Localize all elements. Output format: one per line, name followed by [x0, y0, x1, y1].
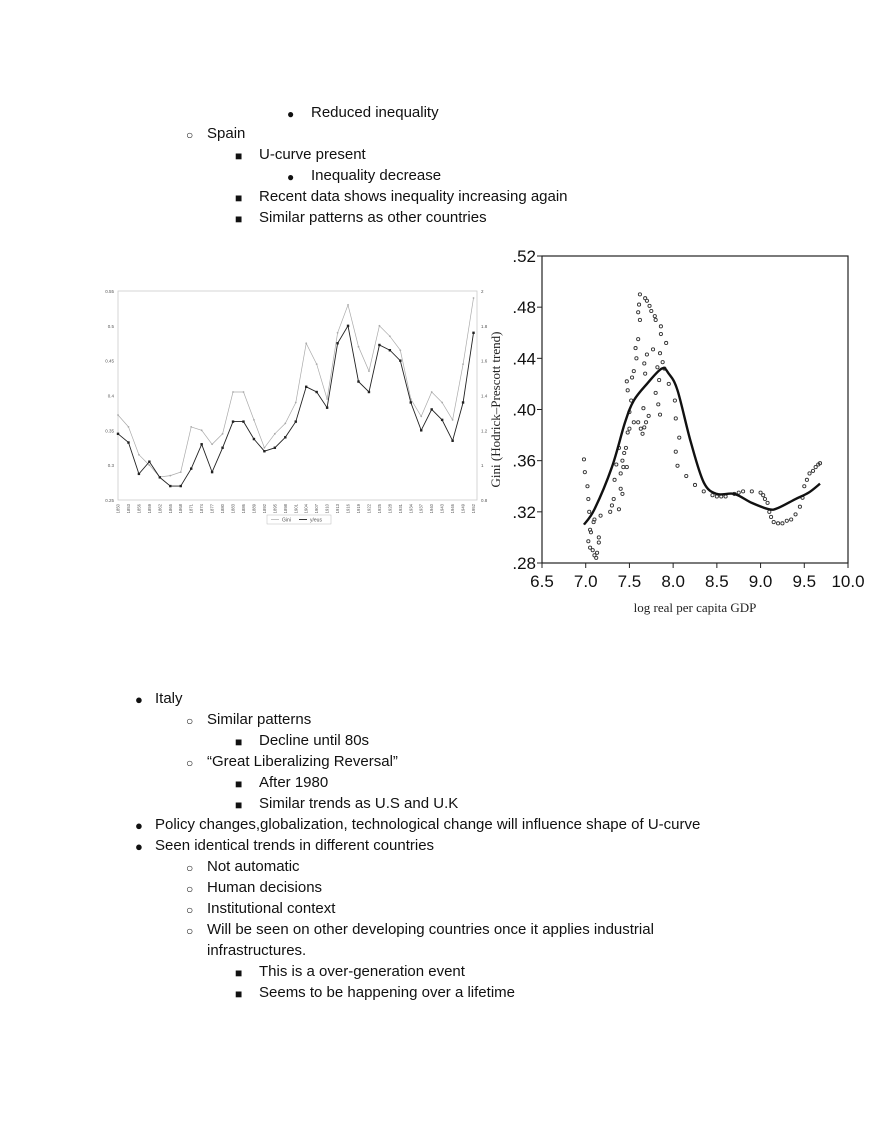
x-tick-label: 1907	[314, 504, 320, 514]
x-tick-label: 9.5	[792, 572, 817, 591]
legend-label-gini: Gini	[282, 517, 291, 524]
data-point	[117, 414, 119, 416]
data-point	[180, 471, 182, 473]
x-tick-label: 8.0	[661, 572, 685, 591]
list-item: Similar patterns as other countries	[259, 209, 487, 226]
list-item: Institutional context	[207, 900, 336, 917]
bullet-icon: ■	[235, 777, 243, 791]
data-point	[472, 332, 474, 334]
bullet-icon: ■	[235, 212, 243, 226]
bullet-icon: ●	[287, 170, 295, 184]
x-tick-label: 6.5	[530, 572, 554, 591]
x-tick-label: 1919	[355, 504, 361, 514]
bullet-icon: ○	[186, 756, 194, 770]
data-point	[253, 438, 255, 440]
data-point	[315, 391, 317, 393]
data-point	[232, 420, 234, 422]
data-point	[389, 335, 391, 337]
bullet-icon: ○	[186, 924, 194, 938]
data-point	[305, 386, 307, 388]
data-point	[305, 342, 307, 344]
data-point	[284, 436, 286, 438]
data-point	[399, 349, 401, 351]
list-item: Italy	[155, 690, 183, 707]
x-tick-label: 1889	[251, 504, 257, 514]
list-item: Spain	[207, 125, 246, 142]
data-point	[253, 419, 255, 421]
data-point	[358, 346, 360, 348]
y-left-tick-label: 0.3	[107, 463, 114, 469]
data-point	[201, 429, 203, 431]
bullet-icon: ■	[235, 987, 243, 1001]
data-point	[316, 363, 318, 365]
bullet-icon: ○	[186, 128, 194, 142]
y-tick-label: .52	[512, 247, 536, 266]
x-tick-label: 1862	[157, 504, 163, 514]
list-item: Will be seen on other developing countries once it applies industrial	[207, 921, 654, 938]
y-left-tick-label: 0.5	[107, 323, 114, 329]
y-left-tick-label: 0.55	[105, 289, 114, 294]
list-item: After 1980	[259, 774, 329, 791]
list-item: Human decisions	[207, 879, 323, 896]
x-tick-label: 1943	[439, 504, 445, 514]
data-point	[159, 476, 161, 478]
x-tick-label: 1913	[335, 504, 341, 514]
y-tick-label: .36	[512, 451, 536, 471]
data-point	[337, 332, 339, 334]
data-point	[211, 443, 213, 445]
data-point	[243, 391, 245, 393]
plot-area	[118, 291, 477, 500]
data-point	[441, 419, 443, 421]
bullet-icon: ■	[235, 798, 243, 812]
data-point	[451, 440, 453, 442]
data-point	[263, 450, 265, 452]
data-point	[326, 398, 328, 400]
list-item: Decline until 80s	[259, 732, 370, 749]
data-point	[169, 485, 171, 487]
data-point	[138, 454, 140, 456]
bullet-icon: ■	[235, 966, 243, 980]
x-tick-label: 1940	[429, 504, 435, 514]
x-tick-label: 1952	[471, 504, 477, 514]
data-point	[274, 447, 276, 449]
data-point	[347, 304, 349, 306]
data-point	[336, 342, 338, 344]
x-tick-label: 1871	[188, 504, 194, 514]
data-point	[368, 370, 370, 372]
list-item: Similar trends as U.S and U.K	[259, 795, 459, 812]
x-tick-label: 1874	[199, 504, 205, 514]
list-item: Similar patterns	[207, 711, 312, 728]
x-tick-label: 1880	[220, 504, 226, 514]
data-point	[128, 426, 130, 428]
x-tick-label: 1868	[178, 504, 184, 514]
data-point	[148, 464, 150, 466]
y-right-tick-label: 1.8	[481, 323, 488, 329]
y-left-tick-label: 0.35	[105, 428, 114, 434]
data-point	[190, 467, 192, 469]
x-tick-label: 1934	[408, 504, 414, 514]
x-tick-label: 1925	[376, 504, 382, 514]
list-item: Seems to be happening over a lifetime	[259, 984, 515, 1001]
x-tick-label: 1910	[324, 504, 330, 514]
list-item: Policy changes,globalization, technological change will influence shape of U-curve	[155, 816, 701, 833]
data-point	[148, 460, 150, 462]
y-right-tick-label: 1	[481, 463, 484, 469]
data-point	[284, 422, 286, 424]
data-point	[389, 349, 391, 351]
data-point	[211, 471, 213, 473]
y-left-tick-label: 0.45	[105, 358, 114, 364]
y-tick-label: .28	[512, 554, 536, 573]
data-point	[452, 419, 454, 421]
data-point	[420, 416, 422, 418]
x-tick-label: 10.0	[831, 572, 865, 591]
x-tick-label: 7.0	[573, 572, 598, 591]
x-tick-label: 8.5	[705, 572, 729, 591]
x-axis-title: log real per capita GDP	[633, 600, 757, 615]
x-tick-label: 1895	[272, 504, 278, 514]
y-right-tick-label: 0.8	[481, 498, 488, 503]
data-point	[221, 447, 223, 449]
bullet-icon: ■	[235, 735, 243, 749]
y-tick-label: .32	[512, 502, 536, 522]
list-item: This is a over-generation event	[259, 963, 465, 980]
data-point	[180, 485, 182, 487]
bullet-icon: ○	[186, 714, 194, 728]
y-axis-title: Gini (Hodrick–Prescott trend)	[488, 331, 503, 488]
y-left-tick-label: 0.25	[105, 498, 114, 503]
data-point	[410, 401, 412, 403]
data-point	[357, 380, 359, 382]
y-right-tick-label: 1.2	[481, 428, 488, 434]
list-item: Not automatic	[207, 858, 300, 875]
data-point	[399, 359, 401, 361]
x-tick-label: 1916	[345, 504, 351, 514]
data-point	[117, 433, 119, 435]
y-right-tick-label: 1.6	[481, 358, 488, 364]
data-point	[263, 447, 265, 449]
x-tick-label: 1931	[397, 504, 403, 514]
data-point	[242, 420, 244, 422]
list-item-continuation: infrastructures.	[207, 942, 307, 959]
x-tick-label: 1853	[125, 504, 131, 514]
y-tick-label: .44	[512, 349, 536, 369]
list-item: Reduced inequality	[311, 104, 439, 121]
y-tick-label: .48	[512, 298, 536, 318]
x-tick-label: 1901	[293, 504, 299, 514]
bullet-icon: ○	[186, 861, 194, 875]
bullet-icon: ●	[135, 839, 143, 854]
bullet-icon: ■	[235, 191, 243, 205]
y-right-tick-label: 2	[481, 289, 484, 294]
data-point	[169, 475, 171, 477]
data-point	[430, 408, 432, 410]
data-point	[462, 363, 464, 365]
x-tick-label: 1892	[261, 504, 267, 514]
data-point	[127, 441, 129, 443]
y-right-tick-label: 1.4	[481, 393, 488, 399]
x-tick-label: 1904	[303, 504, 309, 514]
data-point	[473, 297, 475, 299]
x-tick-label: 1877	[209, 504, 215, 514]
x-tick-label: 9.0	[748, 572, 773, 591]
list-item: Seen identical trends in different countries	[155, 837, 435, 854]
spain-gini-time-series-chart	[85, 280, 495, 534]
x-tick-label: 1850	[115, 504, 121, 514]
data-point	[326, 406, 328, 408]
bullet-icon: ○	[186, 882, 194, 896]
data-point	[368, 391, 370, 393]
bullet-icon: ●	[287, 107, 295, 121]
x-tick-label: 1937	[418, 504, 424, 514]
list-item: Inequality decrease	[311, 167, 442, 184]
data-point	[379, 325, 381, 327]
legend-label-yeus: y/eus	[310, 517, 322, 524]
data-point	[462, 401, 464, 403]
x-tick-label: 1922	[366, 504, 372, 514]
x-tick-label: 1883	[230, 504, 236, 514]
data-point	[378, 344, 380, 346]
data-point	[232, 391, 234, 393]
y-tick-label: .40	[512, 400, 536, 420]
x-tick-label: 1865	[167, 504, 173, 514]
list-item: Recent data shows inequality increasing again	[259, 188, 568, 205]
x-tick-label: 1859	[146, 504, 152, 514]
plot-frame	[542, 256, 848, 563]
data-point	[431, 391, 433, 393]
x-tick-label: 1856	[136, 504, 142, 514]
data-point	[295, 402, 297, 404]
x-tick-label: 1928	[387, 504, 393, 514]
x-tick-label: 1949	[460, 504, 466, 514]
data-point	[420, 429, 422, 431]
data-point	[200, 443, 202, 445]
bullet-icon: ●	[135, 692, 143, 707]
data-point	[295, 420, 297, 422]
data-point	[222, 433, 224, 435]
data-point	[190, 426, 192, 428]
data-point	[441, 402, 443, 404]
x-tick-label: 1886	[240, 504, 246, 514]
bullet-icon: ○	[186, 903, 194, 917]
list-item: U-curve present	[259, 146, 366, 163]
list-item: “Great Liberalizing Reversal”	[207, 753, 398, 770]
x-tick-label: 7.5	[617, 572, 642, 591]
y-left-tick-label: 0.4	[107, 393, 114, 399]
data-point	[138, 473, 140, 475]
gini-vs-gdp-scatter-chart	[490, 240, 870, 620]
data-point	[274, 433, 276, 435]
bullet-icon: ■	[235, 149, 243, 163]
data-point	[347, 325, 349, 327]
x-tick-label: 1898	[282, 504, 288, 514]
bullet-icon: ●	[135, 818, 143, 833]
x-tick-label: 1946	[450, 504, 456, 514]
